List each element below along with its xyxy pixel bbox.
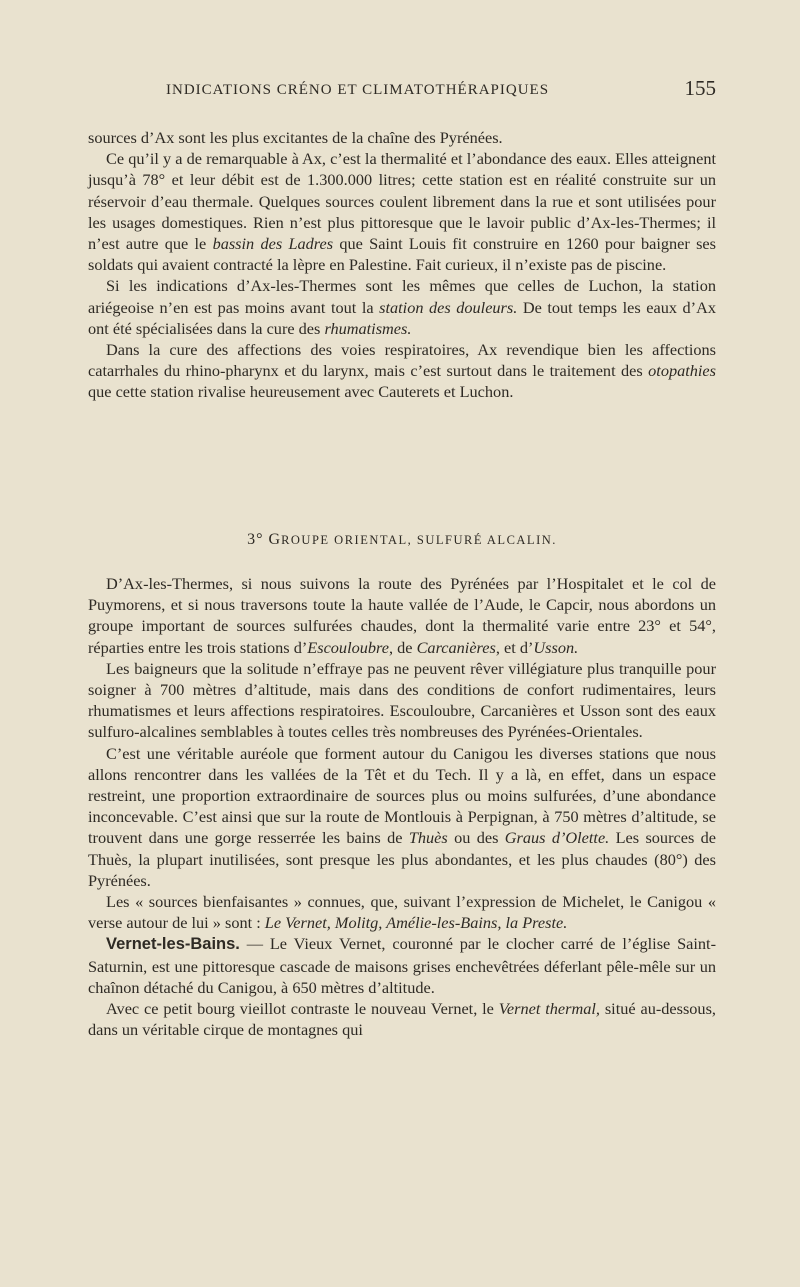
paragraph: sources d’Ax sont les plus excitantes de la chaîne des Pyrénées. xyxy=(88,128,503,147)
page-number: 155 xyxy=(684,76,716,100)
section-heading: 3° GROUPE ORIENTAL, SULFURÉ ALCALIN. xyxy=(247,531,557,548)
text-block-oriental xyxy=(88,573,716,1040)
place-heading: Vernet-les-Bains. xyxy=(106,935,240,954)
paragraph: C’est une véritable auréole que forment autour du Canigou les diverses stations que nous allons rencontrer dans les vallées de la Têt et du Tech. Il y a là, en effet, dans un espace restreint, une proportion extraordinaire de sources plus ou moins sulfurées, d’une abondance inconcevable. C’est ainsi que sur la route de Montlouis à Perpignan, à 750 mètres d’altitude, se trouvent dans une gorge resserrée les bains de Thuès ou des Graus d’Olette. Les sources de Thuès, la plupart inutilisées, sont presque les plus abondantes, et les plus chaudes (80°) des Pyrénées. xyxy=(88,743,716,890)
running-title: INDICATIONS CRÉNO ET CLIMATOTHÉRAPIQUES xyxy=(166,82,550,98)
paragraph: D’Ax-les-Thermes, si nous suivons la route des Pyrénées par l’Hospitalet et le col de Puymorens, et si nous traversons toute la haute vallée de l’Aude, le Capcir, nous abordons un groupe important de sources sulfurées chaudes, dont la thermalité varie entre 23° et 54°, réparties entre les trois stations d’Escouloubre, de Carcanières, et d’Usson. xyxy=(88,574,716,657)
paragraph: Les « sources bienfaisantes » connues, que, suivant l’expression de Michelet, le Canigou « verse autour de lui » sont : Le Vernet, Molitg, Amélie-les-Bains, la Preste. xyxy=(88,892,716,933)
paragraph: Avec ce petit bourg vieillot contraste le nouveau Vernet, le Vernet thermal, situé au-dessous, dans un véritable cirque de montagnes qui xyxy=(88,999,716,1040)
paragraph: Dans la cure des affections des voies respiratoires, Ax revendique bien les affections catarrhales du rhino-pharynx et du larynx, mais c’est surtout dans le traitement des otopathies que cette station rivalise heureusement avec Cauterets et Luchon. xyxy=(88,340,716,402)
paragraph: Les baigneurs que la solitude n’effraye pas ne peuvent rêver villégiature plus tranquille pour soigner à 700 mètres d’altitude, mais dans des conditions de confort rudimentaires, leurs rhumatismes et leurs affections respiratoires. Escouloubre, Carcanières et Usson sont des eaux sulfuro-alcalines semblables à toutes celles très nombreuses des Pyrénées-Orientales. xyxy=(88,658,716,742)
paragraph: Ce qu’il y a de remarquable à Ax, c’est la thermalité et l’abondance des eaux. Elles atteignent jusqu’à 78° et leur débit est de 1.300.000 litres; cette station est en réalité construite sur un réservoir d’eau thermale. Quelques sources coulent librement dans la rue et sont utilisées pour les usages domestiques. Rien n’est plus pittoresque que le lavoir public d’Ax-les-Thermes; il n’est autre que le bassin des Ladres que Saint Louis fit construire en 1260 pour baigner ses soldats qui avaient contracté la lèpre en Palestine. Fait curieux, il n’existe pas de piscine. xyxy=(88,149,716,275)
text-block-ax xyxy=(88,127,716,403)
paragraph: Vernet-les-Bains. — Le Vieux Vernet, couronné par le clocher carré de l’église Saint-Saturnin, est une pittoresque cascade de maisons grises enchevêtrées déferlant pêle-mêle sur un chaînon détaché du Canigou, à 650 mètres d’altitude. xyxy=(88,934,716,997)
paragraph: Si les indications d’Ax-les-Thermes sont les mêmes que celles de Luchon, la station ariégeoise n’en est pas moins avant tout la station des douleurs. De tout temps les eaux d’Ax ont été spécialisées dans la cure des rhumatismes. xyxy=(88,276,717,338)
